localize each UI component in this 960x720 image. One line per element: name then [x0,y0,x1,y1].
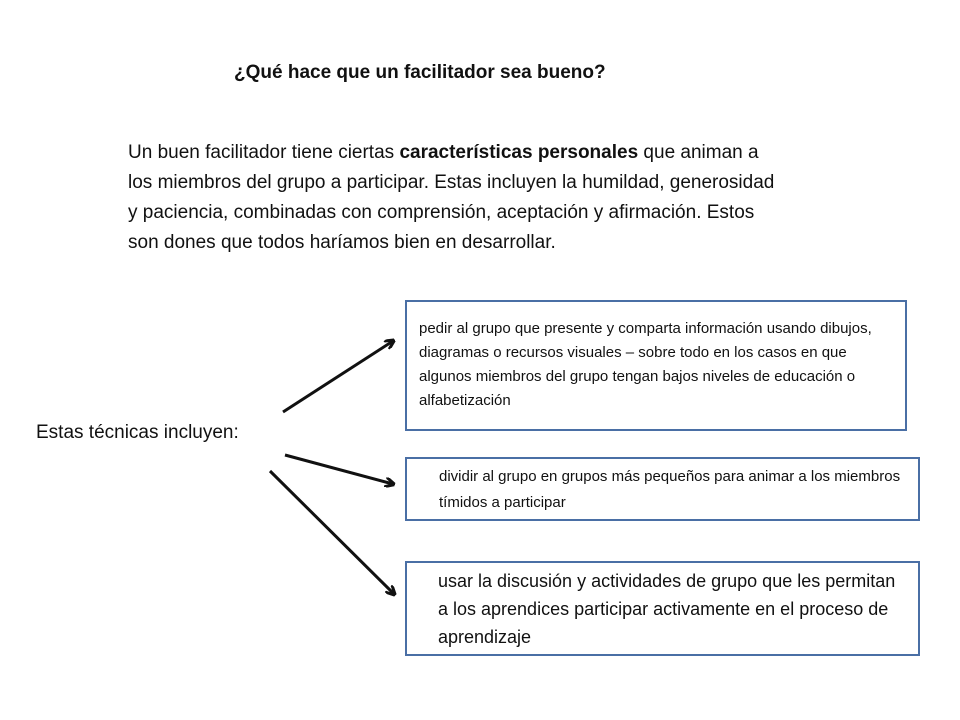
technique-box-1: pedir al grupo que presente y comparta información usando dibujos, diagramas o recursos visuales – sobre todo en los casos en que algunos miembros del grupo tengan bajos niveles de educación o alfabetización [405,300,907,431]
techniques-lead: Estas técnicas incluyen: [36,422,239,443]
page-title: ¿Qué hace que un facilitador sea bueno? [234,62,606,83]
technique-box-3: usar la discusión y actividades de grupo que les permitan a los aprendices participar activamente en el proceso de aprendizaje [405,561,920,656]
intro-text-end: que animan a los miembros del grupo a participar. Estas incluyen la humildad, generosidad y paciencia, combinadas con comprensión, aceptación y afirmación. Estos son dones que todos haríamos bien en desarrollar. [128,142,775,253]
arrow-to-technique-1 [283,341,393,412]
intro-emphasis: características personales [399,142,639,163]
arrow-to-technique-3 [270,471,394,594]
arrow-to-technique-2 [285,455,393,484]
technique-box-2: dividir al grupo en grupos más pequeños para animar a los miembros tímidos a participar [405,457,920,521]
intro-text-start: Un buen facilitador tiene ciertas [128,142,400,163]
